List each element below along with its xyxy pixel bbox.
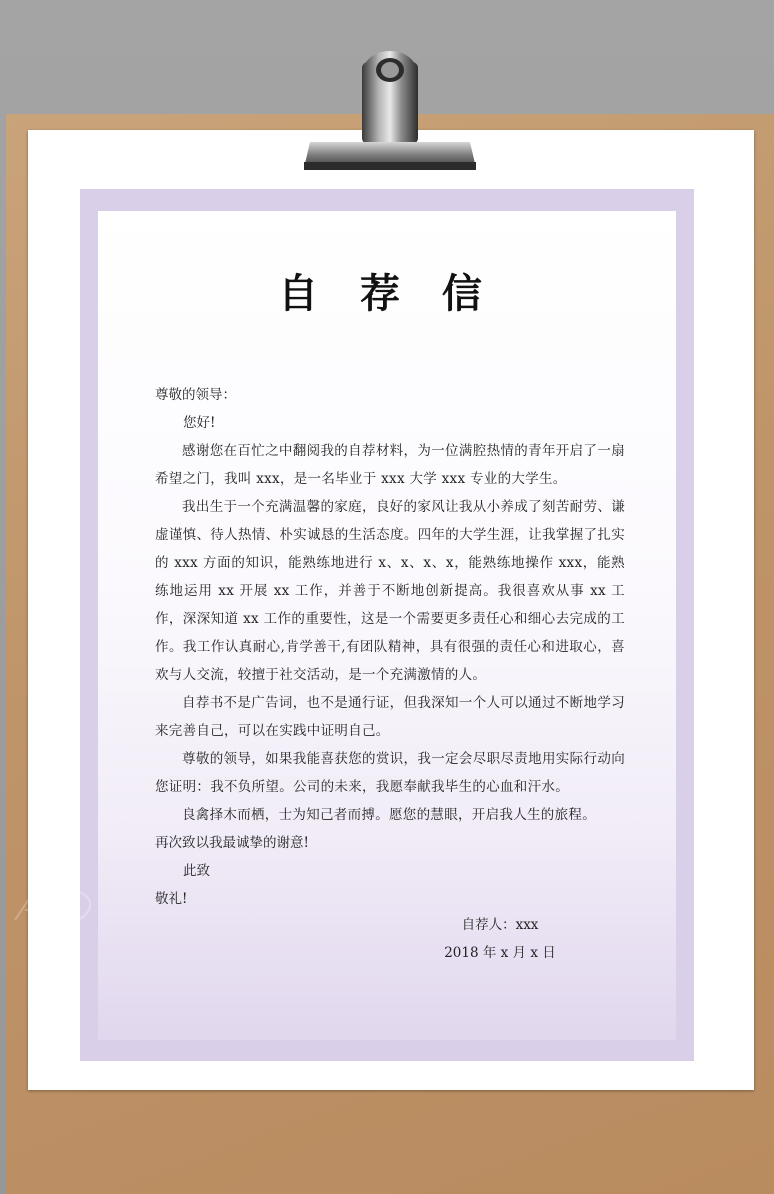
closing-line-2: 敬礼! — [155, 891, 188, 907]
thanks-line: 再次致以我最诚挚的谢意! — [155, 835, 309, 851]
greeting: 您好! — [183, 415, 216, 431]
paragraph-learning: 自荐书不是广告词，也不是通行证，但我深知一个人可以通过不断地学习来完善自己，可以在实践中证明自己。 — [155, 695, 625, 739]
watermark-icon — [10, 880, 110, 940]
paragraph-commitment: 尊敬的领导，如果我能喜获您的赏识，我一定会尽职尽责地用实际行动向您证明：我不负所望。公司的未来，我愿奉献我毕生的心血和汗水。 — [155, 751, 625, 795]
date: 2018 年 x 月 x 日 — [444, 945, 556, 961]
salutation: 尊敬的领导： — [155, 387, 236, 403]
paragraph-intro: 感谢您在百忙之中翻阅我的自荐材料，为一位满腔热情的青年开启了一扇希望之门，我叫 xxx，是一名毕业于 xxx 大学 xxx 专业的大学生。 — [155, 443, 625, 487]
closing-line-1: 此致 — [183, 863, 210, 879]
paragraph-background: 我出生于一个充满温馨的家庭，良好的家风让我从小养成了刻苦耐劳、谦虚谨慎、待人热情、朴实诚恳的生活态度。四年的大学生涯，让我掌握了扎实的 xxx 方面的知识，能熟练地进行 x、x、x、x，能熟练地操作 xxx，能熟练地运用 xx 开展 xx 工作，并善于不断地创新提高。我很喜欢从事 xx 工作，深深知道 xx 工作的重要性，这是一个需要更多责任心和细心去完成的工作。我工作认真耐心,肯学善干,有团队精神，具有很强的责任心和进取心，喜欢与人交流，较擅于社交活动，是一个充满激情的人。 — [155, 499, 625, 683]
letter-title: 自 荐 信 — [278, 271, 496, 317]
paragraph-closing: 良禽择木而栖，士为知己者而搏。愿您的慧眼，开启我人生的旅程。 — [182, 807, 596, 823]
binder-clip-icon — [300, 22, 480, 182]
signature-block — [430, 911, 570, 967]
letter-body — [155, 381, 625, 913]
signer: 自荐人：xxx — [461, 917, 539, 933]
